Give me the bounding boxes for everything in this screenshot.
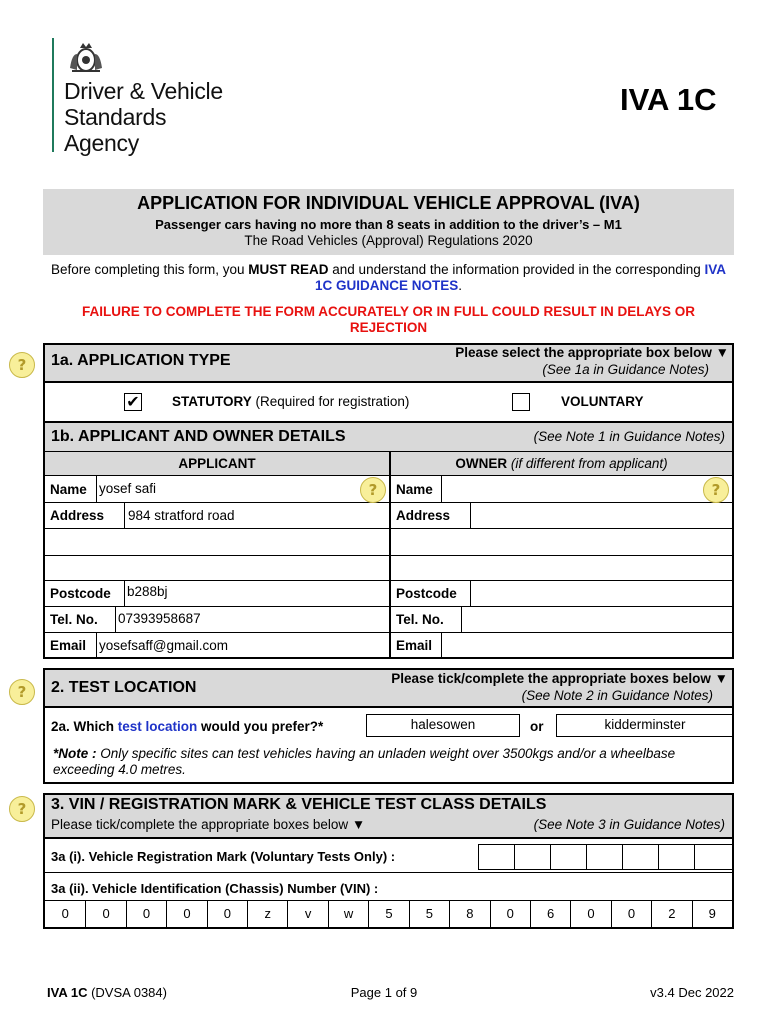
guidance-notes-link[interactable]: IVA 1C GUIDANCE NOTES <box>314 262 727 293</box>
statutory-note: (Required for registration) <box>255 394 410 409</box>
vin-char-field[interactable]: v <box>287 901 327 927</box>
divider <box>470 503 471 528</box>
owner-address-field[interactable] <box>472 504 730 528</box>
divider <box>45 475 732 476</box>
reg-mark-char-field[interactable] <box>586 844 623 870</box>
divider <box>470 581 471 606</box>
form-code: IVA 1C <box>620 82 717 117</box>
agency-name-line1: Driver & Vehicle <box>64 78 223 104</box>
vin-char-field[interactable]: w <box>328 901 368 927</box>
section-2-note: (See Note 2 in Guidance Notes) <box>521 688 713 703</box>
applicant-address-line3-field[interactable] <box>45 556 389 580</box>
applicant-tel-field[interactable]: 07393958687 <box>118 611 201 626</box>
royal-crest-icon <box>66 40 106 74</box>
section-1a-note: (See 1a in Guidance Notes) <box>542 362 709 377</box>
divider <box>45 632 732 633</box>
divider <box>441 633 442 659</box>
divider <box>45 872 732 873</box>
vin-char-field[interactable]: 9 <box>692 901 732 927</box>
applicant-email-label: Email <box>50 638 87 653</box>
divider <box>115 607 116 632</box>
vin-char-field[interactable]: 0 <box>126 901 166 927</box>
intro-must-read: MUST READ <box>248 262 329 277</box>
agency-name-line3: Agency <box>64 130 139 156</box>
owner-name-label: Name <box>396 482 433 497</box>
vin-char-field[interactable]: 5 <box>409 901 449 927</box>
owner-postcode-label: Postcode <box>396 586 457 601</box>
question-prefix: 2a. Which <box>51 719 118 734</box>
version: v3.4 Dec 2022 <box>650 985 734 1000</box>
vin-char-field[interactable]: z <box>247 901 287 927</box>
intro-text <box>43 262 734 294</box>
reg-mark-label: 3a (i). Vehicle Registration Mark (Voluntary Tests Only) : <box>51 849 396 864</box>
statutory-option <box>172 394 409 409</box>
footnote-label: *Note : <box>53 746 97 761</box>
section-1a-instruction: Please select the appropriate box below ▼ <box>455 345 729 360</box>
divider <box>45 837 732 839</box>
voluntary-checkbox[interactable] <box>512 393 530 411</box>
reg-mark-char-field[interactable] <box>478 844 515 870</box>
agency-name <box>64 78 223 156</box>
applicant-postcode-field[interactable]: b288bj <box>127 584 168 599</box>
test-location-question <box>51 719 323 734</box>
reg-mark-char-field[interactable] <box>514 844 551 870</box>
owner-header-note: (if different from applicant) <box>510 456 668 471</box>
section-2-instruction: Please tick/complete the appropriate boxes below ▼ <box>391 671 728 686</box>
help-icon-applicant-name[interactable]: ? <box>360 477 386 503</box>
divider <box>45 502 732 503</box>
divider <box>45 606 732 607</box>
vin-char-field[interactable]: 0 <box>61 906 69 921</box>
help-icon-2[interactable]: ? <box>9 679 35 705</box>
section-2-title: 2. TEST LOCATION <box>51 679 197 696</box>
regulations-text: The Road Vehicles (Approval) Regulations 2020 <box>244 233 533 248</box>
vin-char-field[interactable]: 0 <box>611 901 651 927</box>
test-location-link[interactable]: test location <box>117 719 198 734</box>
vin-char-field[interactable]: 2 <box>651 901 691 927</box>
or-label: or <box>530 719 544 734</box>
statutory-checkbox[interactable]: ✔ <box>124 393 142 411</box>
intro-part2: and understand the information provided in the corresponding <box>328 262 705 277</box>
agency-name-line2: Standards <box>64 104 167 130</box>
test-location-choice2-field[interactable]: kidderminster <box>556 714 734 737</box>
owner-address-label: Address <box>396 508 451 523</box>
help-icon-1a[interactable]: ? <box>9 352 35 378</box>
divider <box>461 607 462 632</box>
applicant-tel-label: Tel. No. <box>50 612 98 627</box>
owner-header-wrap <box>391 456 732 471</box>
section-1b-title: 1b. APPLICANT AND OWNER DETAILS <box>51 428 346 445</box>
intro-part1: Before completing this form, you <box>50 262 249 277</box>
help-icon-owner-name[interactable]: ? <box>703 477 729 503</box>
section-3-title: 3. VIN / REGISTRATION MARK & VEHICLE TEST CLASS DETAILS <box>51 796 547 813</box>
failure-warning: FAILURE TO COMPLETE THE FORM ACCURATELY OR IN FULL COULD RESULT IN DELAYS OR REJECTION <box>81 304 696 335</box>
reg-mark-char-field[interactable] <box>550 844 587 870</box>
section-1b-note: (See Note 1 in Guidance Notes) <box>533 429 725 444</box>
vin-label: 3a (ii). Vehicle Identification (Chassis) Number (VIN) : <box>51 881 379 896</box>
vin-char-field[interactable]: 0 <box>166 901 206 927</box>
owner-postcode-field[interactable] <box>472 582 730 606</box>
divider <box>45 580 732 581</box>
vin-char-field[interactable]: 0 <box>85 901 125 927</box>
test-location-footnote <box>53 746 713 778</box>
reg-mark-char-field[interactable] <box>694 844 734 870</box>
reg-mark-char-field[interactable] <box>658 844 695 870</box>
owner-tel-field[interactable] <box>463 608 730 632</box>
applicant-email-field[interactable]: yosefsaff@gmail.com <box>99 638 229 653</box>
applicant-name-label: Name <box>50 482 87 497</box>
divider <box>124 503 125 528</box>
footnote-text: Only specific sites can test vehicles having an unladen weight over 3500kgs and/or a wheelbase exceeding 4.0 metres. <box>53 746 676 777</box>
divider <box>124 581 125 606</box>
statutory-label: STATUTORY <box>172 394 252 409</box>
owner-name-field[interactable] <box>443 477 693 501</box>
applicant-address-label: Address <box>50 508 105 523</box>
title-block <box>43 189 734 255</box>
divider <box>96 476 97 502</box>
divider <box>441 476 442 502</box>
vin-char-field[interactable]: 0 <box>490 901 530 927</box>
intro-part3: . <box>458 278 463 293</box>
divider <box>45 381 732 383</box>
vin-char-field[interactable]: 5 <box>368 901 408 927</box>
owner-header: OWNER <box>455 456 508 471</box>
owner-email-label: Email <box>396 638 433 653</box>
section-1a-title: 1a. APPLICATION TYPE <box>51 352 231 369</box>
applicant-header: APPLICANT <box>178 456 256 471</box>
divider <box>96 633 97 659</box>
voluntary-label: VOLUNTARY <box>561 394 644 409</box>
question-suffix: would you prefer?* <box>197 719 324 734</box>
owner-address-line3-field[interactable] <box>391 556 732 580</box>
reg-mark-char-field[interactable] <box>622 844 659 870</box>
test-location-choice1-field[interactable]: halesowen <box>366 714 520 737</box>
footer-code: IVA 1C <box>47 985 88 1000</box>
applicant-address-line2-field[interactable] <box>45 529 389 555</box>
applicant-postcode-label: Postcode <box>50 586 111 601</box>
owner-address-line2-field[interactable] <box>391 529 732 555</box>
page-number: Page 1 of 9 <box>350 985 418 1000</box>
form-title: APPLICATION FOR INDIVIDUAL VEHICLE APPROVAL (IVA) <box>137 193 640 213</box>
footer-ref: (DVSA 0384) <box>91 985 167 1000</box>
form-subtitle: Passenger cars having no more than 8 seats in addition to the driver’s – M1 <box>155 217 622 232</box>
vin-char-field[interactable]: 6 <box>530 901 570 927</box>
divider <box>45 706 732 708</box>
owner-email-field[interactable] <box>443 634 730 658</box>
vin-boxes <box>45 901 732 927</box>
section-3-instruction: Please tick/complete the appropriate boxes below ▼ <box>51 817 366 832</box>
vin-char-field[interactable]: 0 <box>207 901 247 927</box>
footer-form-code <box>47 985 167 1000</box>
applicant-name-field[interactable]: yosef safi <box>99 481 157 496</box>
logo-divider <box>52 38 54 152</box>
help-icon-3[interactable]: ? <box>9 796 35 822</box>
owner-tel-label: Tel. No. <box>396 612 444 627</box>
section-3-note: (See Note 3 in Guidance Notes) <box>533 817 725 832</box>
applicant-address-field[interactable]: 984 stratford road <box>128 508 235 523</box>
vin-char-field[interactable]: 8 <box>449 901 489 927</box>
vin-char-field[interactable]: 0 <box>570 901 610 927</box>
